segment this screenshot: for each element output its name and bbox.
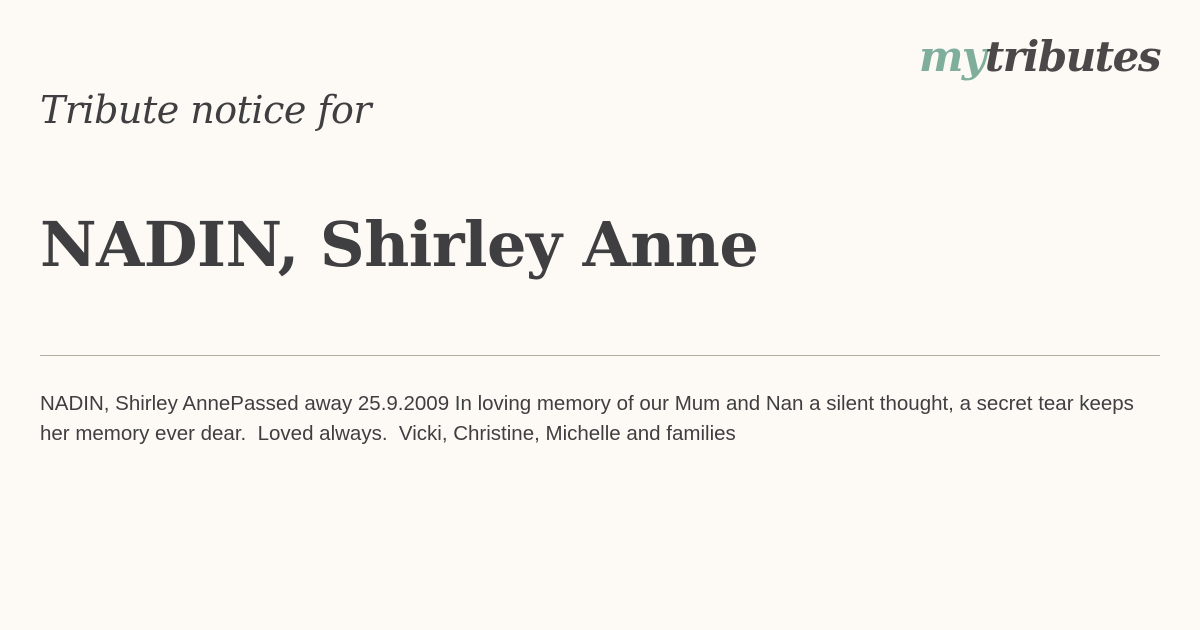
tribute-notice-subtitle: Tribute notice for bbox=[40, 88, 372, 132]
logo-tributes-text: tributes bbox=[984, 32, 1160, 81]
logo-my-text: my bbox=[918, 32, 985, 81]
tribute-notice-text: NADIN, Shirley AnnePassed away 25.9.2009 In loving memory of our Mum and Nan a silent thought, a secret tear keeps her memory ever dear. Loved always. Vicki, Christine, Michelle and families bbox=[40, 392, 1140, 445]
mytributes-logo bbox=[918, 32, 1160, 81]
deceased-name-title: NADIN, Shirley Anne bbox=[40, 208, 759, 281]
section-divider bbox=[40, 355, 1160, 356]
